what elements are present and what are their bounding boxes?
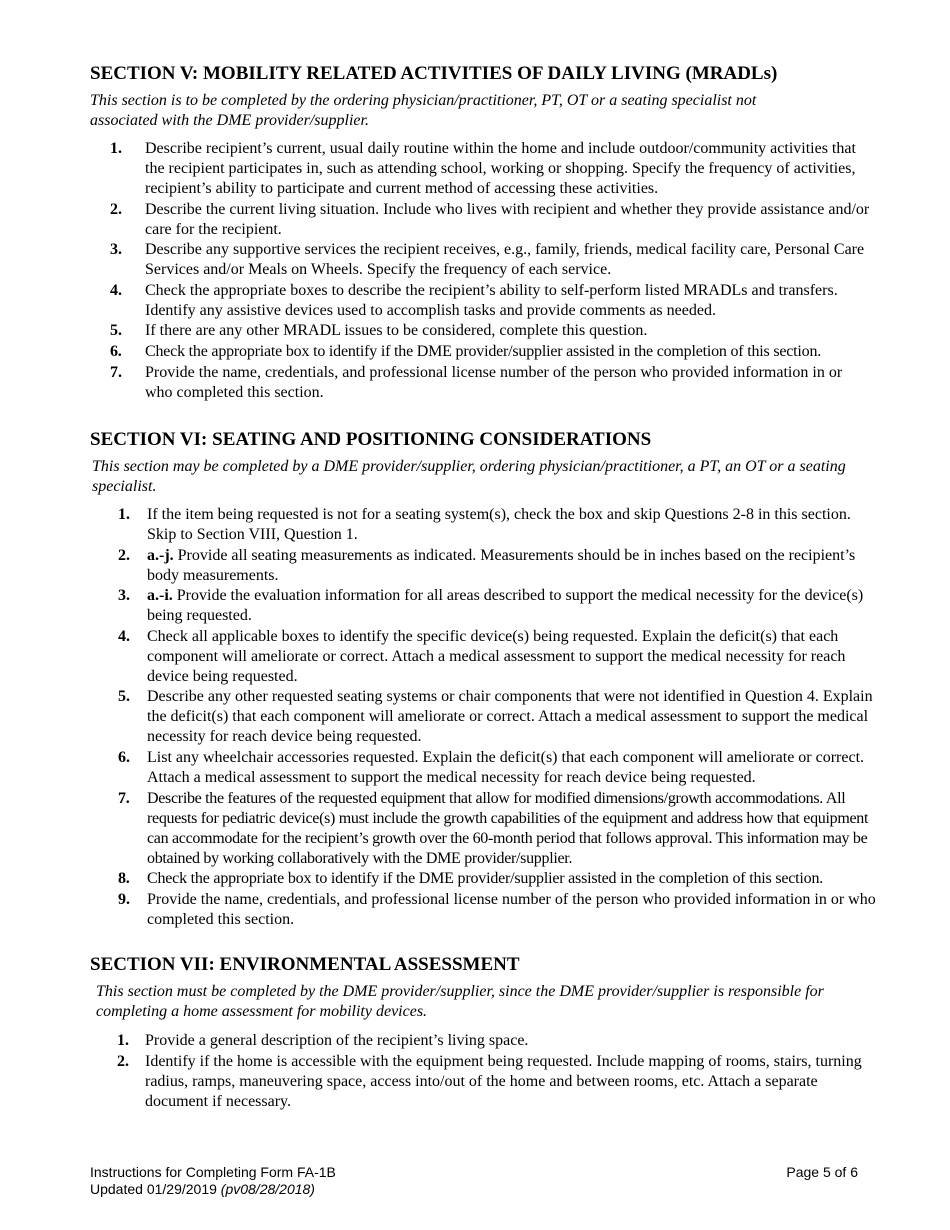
item-text: List any wheelchair accessories requested. Explain the deficit(s) that each component will ameliorate or correct. Attach a medical assessment to support the medical necessity for reach device being requested. [147, 748, 865, 786]
instruction-item [117, 1052, 865, 1112]
page-number: Page 5 of 6 [786, 1164, 858, 1180]
section-v-title: SECTION V: MOBILITY RELATED ACTIVITIES OF DAILY LIVING (MRADLs) [90, 63, 778, 84]
item-number: 1. [117, 1032, 129, 1049]
instruction-item [118, 627, 877, 687]
item-text: Provide the name, credentials, and professional license number of the person who provided information in or who completed this section. [147, 890, 876, 928]
instruction-item [118, 789, 877, 869]
item-text: If there are any other MRADL issues to be considered, complete this question. [145, 322, 648, 340]
item-number: 5. [118, 688, 130, 706]
footer-updated [90, 1181, 315, 1198]
instruction-item [110, 240, 870, 280]
instruction-item [118, 890, 877, 930]
instruction-item [110, 281, 870, 321]
section-v-intro: This section is to be completed by the ordering physician/practitioner, PT, OT or a seating specialist not associated with the DME provider/supplier. [90, 92, 757, 129]
instruction-item [118, 586, 877, 626]
instruction-item [110, 200, 870, 240]
item-text: Provide the evaluation information for all areas described to support the medical necessity for the device(s) being requested. [147, 587, 864, 625]
section-vi-title: SECTION VI: SEATING AND POSITIONING CONSIDERATIONS [90, 429, 652, 450]
item-number: 2. [117, 1052, 129, 1070]
item-text: Provide a general description of the recipient’s living space. [145, 1032, 529, 1049]
item-text-container [147, 587, 863, 624]
item-number: 2. [118, 546, 130, 564]
item-number: 7. [118, 789, 130, 807]
item-number: 3. [110, 241, 122, 259]
footer-updated-date: Updated 01/29/2019 [90, 1181, 217, 1197]
item-text: Describe the features of the requested equipment that allow for modified dimensions/growth accommodations. All requests for pediatric device(s) must include the growth capabilities of the equipment and address how that equipment can accommodate for the recipient’s growth over the 60-month period that follows approval. This information may be obtained by working collaboratively with the DME provider/supplier. [147, 789, 869, 867]
instruction-item [110, 342, 870, 362]
item-text: Check the appropriate boxes to describe the recipient’s ability to self-perform listed MRADLs and transfers. Identify any assistive devices used to accomplish tasks and provide comments as needed. [145, 281, 838, 319]
item-text: Describe any supportive services the recipient receives, e.g., family, friends, medical facility care, Personal Care Services and/or Meals on Wheels. Specify the frequency of each service. [145, 241, 865, 279]
item-text: Check the appropriate box to identify if the DME provider/supplier assisted in the completion of this section. [147, 870, 824, 888]
instruction-item [118, 748, 877, 788]
section-vii-intro: This section must be completed by the DME provider/supplier, since the DME provider/supplier is responsible for completing a home assessment for mobility devices. [96, 983, 824, 1020]
instruction-item [118, 687, 877, 747]
footer-form-title: Instructions for Completing Form FA-1B [90, 1164, 336, 1180]
section-vi-intro: This section may be completed by a DME provider/supplier, ordering physician/practitioner, a PT, an OT or a seating specialist. [92, 458, 846, 495]
item-number: 3. [118, 587, 130, 605]
instruction-item [118, 546, 877, 586]
section-vii-title: SECTION VII: ENVIRONMENTAL ASSESSMENT [90, 954, 520, 975]
section-vii-instructions [117, 1031, 865, 1112]
item-text: Provide all seating measurements as indicated. Measurements should be in inches based on the recipient’s body measurements. [147, 546, 856, 584]
item-text: Provide the name, credentials, and professional license number of the person who provided information in or who completed this section. [145, 363, 843, 401]
item-number: 1. [110, 140, 122, 157]
footer-pv-date: (pv08/28/2018) [220, 1181, 315, 1197]
section-vi-instructions [118, 505, 877, 930]
item-number: 1. [118, 506, 130, 523]
item-number: 7. [110, 363, 122, 381]
section-v-instructions [110, 139, 870, 403]
item-text: Describe recipient’s current, usual daily routine within the home and include outdoor/community activities that the recipient participates in, such as attending school, working or shopping. Specify the frequency of activities, recipient’s ability to participate and current method of accessing these activities. [145, 140, 856, 197]
item-subparts-label: a.-j. [147, 546, 174, 564]
item-text: Describe the current living situation. Include who lives with recipient and whether they provide assistance and/or care for the recipient. [145, 200, 870, 238]
item-text: Identify if the home is accessible with the equipment being requested. Include mapping of rooms, stairs, turning radius, ramps, maneuvering space, access into/out of the home and between rooms, etc. Attach a separate document if necessary. [145, 1052, 862, 1110]
item-text: Describe any other requested seating systems or chair components that were not identified in Question 4. Explain the deficit(s) that each component will ameliorate or correct. Attach a medical assessment to support the medical necessity for reach device being requested. [147, 688, 873, 746]
item-number: 8. [118, 870, 130, 888]
item-subparts-label: a.-i. [147, 587, 173, 605]
item-text: Check all applicable boxes to identify the specific device(s) being requested. Explain the deficit(s) that each component will ameliorate or correct. Attach a medical assessment to support the medical necessity for reach device being requested. [147, 627, 846, 685]
item-text: Check the appropriate box to identify if the DME provider/supplier assisted in the completion of this section. [145, 342, 822, 360]
item-number: 2. [110, 200, 122, 218]
item-number: 9. [118, 890, 130, 908]
instruction-item [110, 321, 870, 341]
instruction-item [118, 869, 877, 889]
item-text: If the item being requested is not for a seating system(s), check the box and skip Questions 2-8 in this section. Skip to Section VIII, Question 1. [147, 506, 851, 543]
instruction-item [110, 139, 870, 199]
item-number: 4. [110, 281, 122, 299]
item-number: 4. [118, 627, 130, 645]
instruction-item [117, 1031, 865, 1051]
item-number: 6. [118, 748, 130, 766]
item-text-container [147, 547, 855, 584]
instruction-item [110, 363, 870, 403]
item-number: 5. [110, 322, 122, 340]
instruction-item [118, 505, 877, 545]
item-number: 6. [110, 342, 122, 360]
